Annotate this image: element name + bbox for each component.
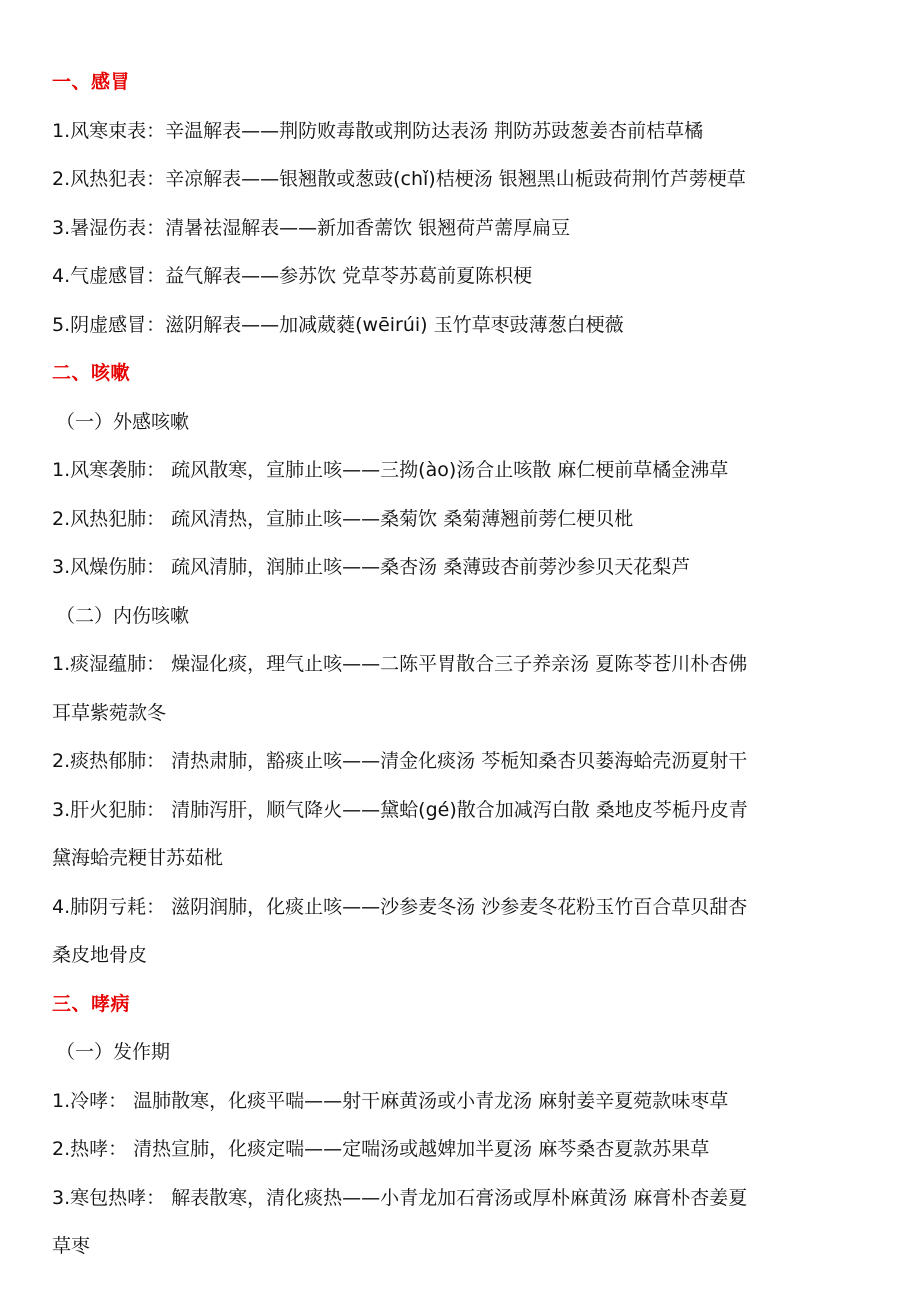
section-heading-cough: 二、咳嗽 <box>52 362 131 384</box>
section-heading-cold: 一、感冒 <box>52 71 131 93</box>
text-line: 4.肺阴亏耗： 滋阴润肺，化痰止咳——沙参麦冬汤 沙参麦冬花粉玉竹百合草贝甜杏 <box>52 895 748 918</box>
text-line: 1.风寒袭肺： 疏风散寒，宣肺止咳——三拗(ào)汤合止咳散 麻仁梗前草橘金沸草 <box>52 459 729 481</box>
text-line: 黛海蛤壳粳甘苏茹枇 <box>52 847 224 869</box>
text-line: 耳草紫菀款冬 <box>52 701 167 724</box>
text-line: 2.风热犯表：辛凉解表——银翘散或葱豉(chǐ)桔梗汤 银翘黑山栀豉荷荆竹芦蒡梗草 <box>52 168 746 190</box>
text-line: 1.痰湿蕴肺： 燥湿化痰，理气止咳——二陈平胃散合三子养亲汤 夏陈苓苍川朴杏佛 <box>52 653 748 675</box>
text-line: 1.冷哮： 温肺散寒，化痰平喘——射干麻黄汤或小青龙汤 麻射姜辛夏菀款味枣草 <box>52 1089 729 1112</box>
subheading-external-cough: （一）外感咳嗽 <box>56 410 190 433</box>
text-line: 3.暑湿伤表：清暑祛湿解表——新加香薷饮 银翘荷芦薷厚扁豆 <box>52 216 571 239</box>
text-line: 3.风燥伤肺： 疏风清肺，润肺止咳——桑杏汤 桑薄豉杏前蒡沙参贝天花梨芦 <box>52 556 691 578</box>
text-line: 2.热哮： 清热宣肺，化痰定喘——定喘汤或越婢加半夏汤 麻芩桑杏夏款苏果草 <box>52 1138 710 1160</box>
text-line: 草枣 <box>52 1235 91 1257</box>
text-line: 2.痰热郁肺： 清热肃肺，豁痰止咳——清金化痰汤 芩栀知桑杏贝蒌海蛤壳沥夏射干 <box>52 750 748 772</box>
document-body <box>52 58 874 1271</box>
text-line: 3.寒包热哮： 解表散寒，清化痰热——小青龙加石膏汤或厚朴麻黄汤 麻膏朴杏姜夏 <box>52 1186 748 1209</box>
text-line: 桑皮地骨皮 <box>52 944 148 966</box>
text-line: 1.风寒束表：辛温解表——荆防败毒散或荆防达表汤 荆防苏豉葱姜杏前桔草橘 <box>52 119 704 142</box>
text-line: 5.阴虚感冒：滋阴解表——加减葳蕤(wēirúi) 玉竹草枣豉薄葱白梗薇 <box>52 313 624 336</box>
subheading-internal-cough: （二）内伤咳嗽 <box>56 604 190 627</box>
subheading-attack-phase: （一）发作期 <box>56 1041 171 1063</box>
text-line: 2.风热犯肺： 疏风清热，宣肺止咳——桑菊饮 桑菊薄翘前蒡仁梗贝枇 <box>52 507 634 530</box>
text-line: 4.气虚感冒：益气解表——参苏饮 党草苓苏葛前夏陈枳梗 <box>52 265 533 287</box>
text-line: 3.肝火犯肺： 清肺泻肝，顺气降火——黛蛤(gé)散合加减泻白散 桑地皮芩栀丹皮青 <box>52 798 748 821</box>
section-heading-asthma: 三、哮病 <box>52 992 131 1015</box>
